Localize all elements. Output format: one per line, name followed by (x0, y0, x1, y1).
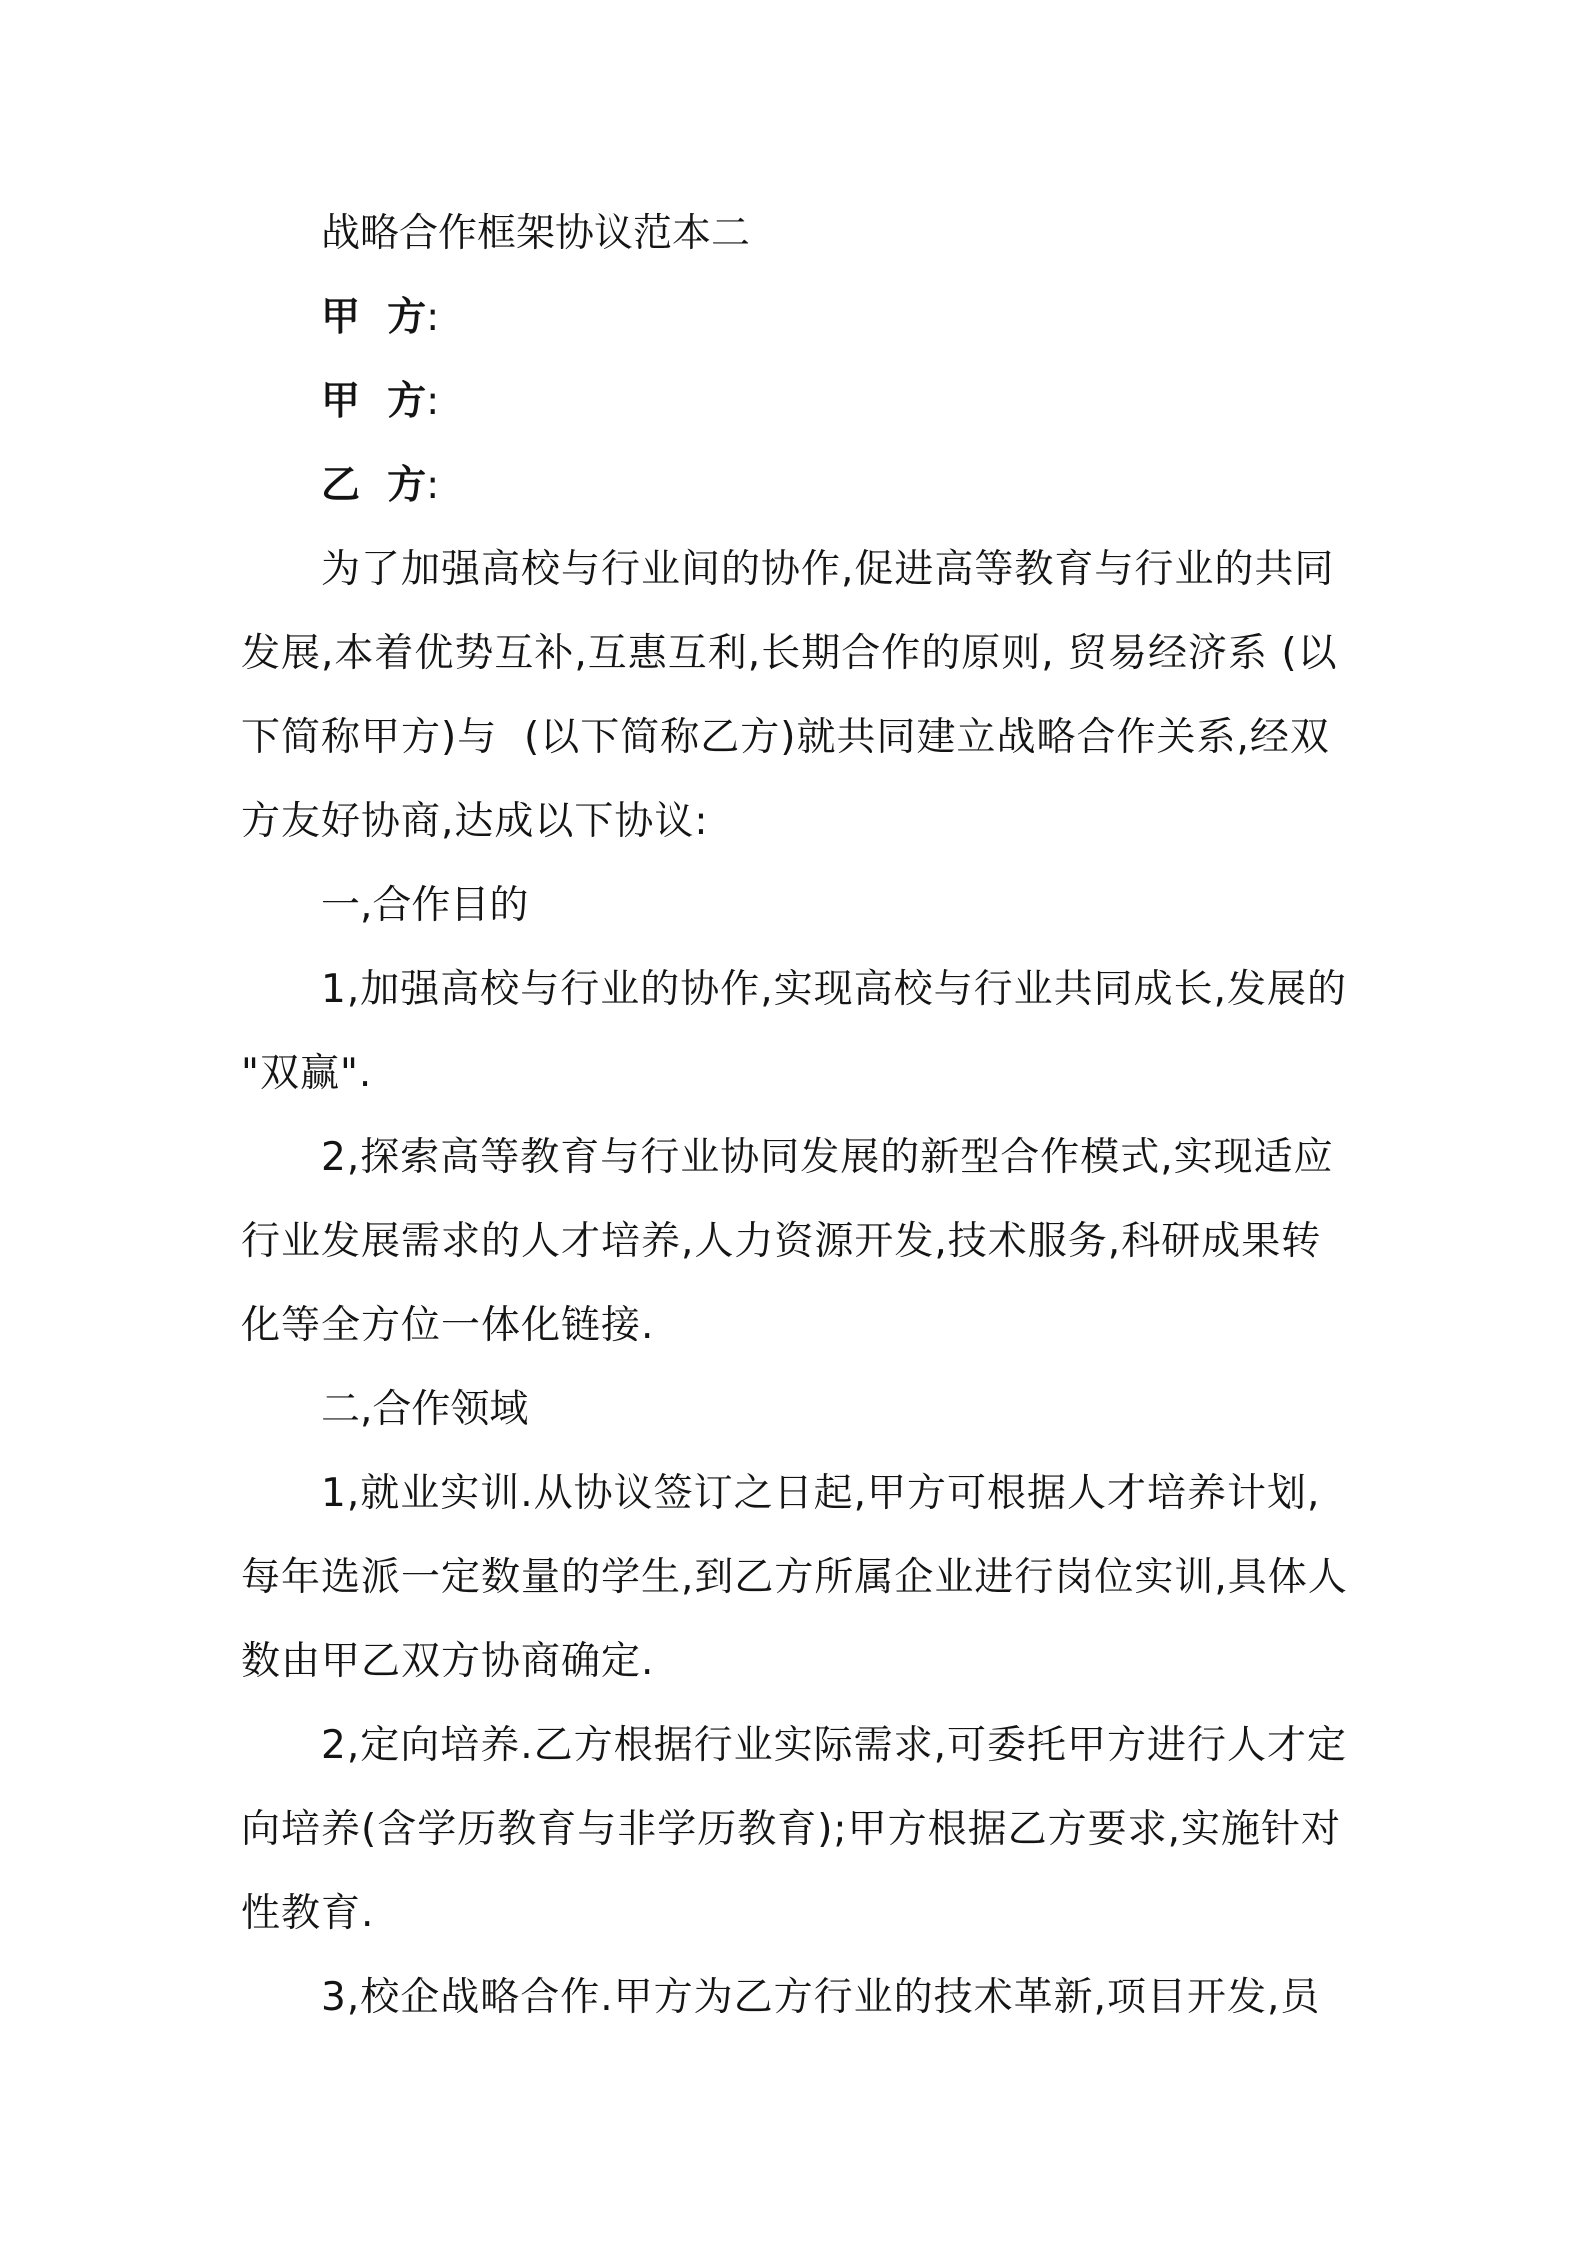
preamble-line: 发展,本着优势互补,互惠互利,长期合作的原则, 贸易经济系 (以 (241, 631, 1338, 676)
paragraph-line: 化等全方位一体化链接. (241, 1303, 655, 1348)
preamble-line: 下简称甲方)与 (以下简称乙方)就共同建立战略合作关系,经双 (241, 715, 1330, 760)
paragraph-text: 2,探索高等教育与行业协同发展的新型合作模式,实现适应 (321, 1135, 1334, 1180)
party-b-colon: : (426, 463, 440, 508)
paragraph-line: 行业发展需求的人才培养,人力资源开发,技术服务,科研成果转 (241, 1219, 1322, 1264)
paragraph-line (241, 1956, 1356, 2040)
fields-item-1 (241, 1452, 1356, 1704)
party-a-label: 甲 方 (321, 295, 427, 340)
preamble-text-1: 为了加强高校与行业间的协作,促进高等教育与行业的共同 (321, 547, 1335, 592)
purpose-item-1 (241, 948, 1356, 1116)
paragraph-line: 每年选派一定数量的学生,到乙方所属企业进行岗位实训,具体人 (241, 1555, 1348, 1600)
purpose-item-2 (241, 1116, 1356, 1368)
section-heading-fields: 二,合作领域 (321, 1387, 529, 1432)
paragraph-line: 向培养(含学历教育与非学历教育);甲方根据乙方要求,实施针对 (241, 1807, 1341, 1852)
party-a-line-1 (241, 276, 1356, 360)
party-a-line-2 (241, 360, 1356, 444)
party-a-colon: : (426, 295, 440, 340)
paragraph-line (241, 1704, 1356, 1788)
paragraph-line (241, 1452, 1356, 1536)
preamble-line (241, 528, 1356, 612)
document-body (241, 192, 1356, 2040)
fields-item-3 (241, 1956, 1356, 2040)
paragraph-line: 数由甲乙双方协商确定. (241, 1639, 655, 1684)
fields-item-2 (241, 1704, 1356, 1956)
paragraph-text: 2,定向培养.乙方根据行业实际需求,可委托甲方进行人才定 (321, 1723, 1348, 1768)
preamble-paragraph (241, 528, 1356, 864)
section-heading-purpose: 一,合作目的 (321, 883, 529, 928)
paragraph-line (241, 948, 1356, 1032)
paragraph-text: 3,校企战略合作.甲方为乙方行业的技术革新,项目开发,员 (321, 1975, 1321, 2020)
paragraph-line: "双赢". (241, 1051, 373, 1096)
party-b-label: 乙 方 (321, 463, 427, 508)
paragraph-text: 1,加强高校与行业的协作,实现高校与行业共同成长,发展的 (321, 967, 1348, 1012)
party-a-colon-2: : (426, 379, 440, 424)
paragraph-line (241, 1116, 1356, 1200)
document-title: 战略合作框架协议范本二 (321, 211, 751, 256)
party-b-line (241, 444, 1356, 528)
party-a-label-2: 甲 方 (321, 379, 427, 424)
paragraph-line: 性教育. (241, 1891, 375, 1936)
preamble-line: 方友好协商,达成以下协议: (241, 799, 709, 844)
paragraph-text: 1,就业实训.从协议签订之日起,甲方可根据人才培养计划, (321, 1471, 1321, 1516)
